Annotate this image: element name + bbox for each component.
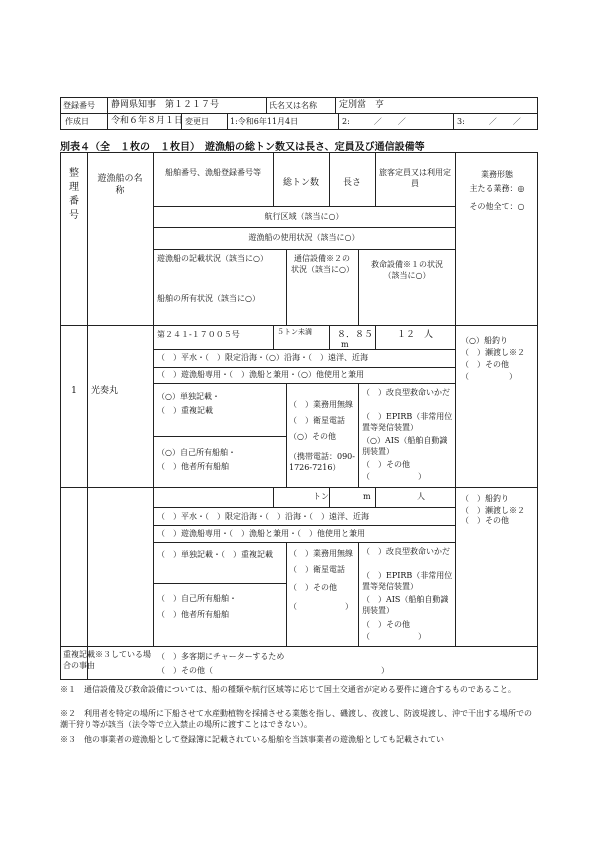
change-date-3: 3: ／ ／ xyxy=(457,117,521,126)
col-ownership: 船舶の所有状況（該当に○） xyxy=(157,294,260,303)
row2-business-1: （ ）船釣り xyxy=(461,494,509,503)
row2-rescue-5: （ ） xyxy=(362,632,426,641)
col-seiri: 整理番号 xyxy=(69,168,79,221)
row2-business-3: （ ）その他 xyxy=(461,516,509,525)
col-business-note1: 主たる業務：◎ xyxy=(469,184,525,193)
row1-boat-name: 光奏丸 xyxy=(91,386,119,396)
change-date-2: 2: ／ ／ xyxy=(342,117,406,126)
row2-rescue-4: （ ）その他 xyxy=(362,620,410,629)
name-label: 氏名又は名称 xyxy=(269,101,317,110)
row2-tonnage: トン xyxy=(313,492,329,501)
row2-rescue-3: （ ）AIS（船舶自動識別装置） xyxy=(362,595,449,615)
row2-owner-1: （ ）自己所有船舶・ xyxy=(157,594,237,603)
page-title: 別表４（全 １枚の １枚目） 遊漁船の総トン数又は長さ、定員及び通信設備等 xyxy=(60,142,425,153)
row1-rescue-5: （ ） xyxy=(362,472,426,481)
row2-comm-2: （ ）衛星電話 xyxy=(289,565,345,574)
row1-rescue-2: （ ）EPIRB（非常用位置等発信装置） xyxy=(362,412,453,432)
col-boat-name: 遊漁船の名称 xyxy=(97,174,143,196)
col-area: 航行区域（該当に○） xyxy=(264,212,344,221)
vessel-table xyxy=(60,152,538,680)
row2-capacity: 人 xyxy=(417,492,425,501)
row1-rescue-3: （○）AIS（船舶自動識別装置） xyxy=(362,436,448,456)
row1-usage: （ ）遊漁船専用・（ ）漁船と兼用・（○）他使用と兼用 xyxy=(157,370,364,379)
change-date-1: 1:令和6年11月4日 xyxy=(230,117,299,126)
duplicate-label: 重複記載※３している場合の事由 xyxy=(63,650,151,670)
row2-comm-3: （ ）その他 xyxy=(289,583,337,592)
row1-owner-1: （○）自己所有船舶・ xyxy=(157,448,236,457)
row2-record-1: （ ）単独記載・（ ）重複記載 xyxy=(157,550,273,559)
row1-comm-3: （○）その他 xyxy=(289,432,336,441)
col-usage: 遊漁船の使用状況（該当に○） xyxy=(248,233,360,242)
duplicate-opt2: （ ）その他（ ） xyxy=(157,666,389,675)
row1-business-3: （ ）その他 xyxy=(461,360,509,369)
row2-rescue-1: （ ）改良型救命いかだ xyxy=(362,547,450,556)
row1-owner-2: （ ）他者所有船舶 xyxy=(157,462,229,471)
duplicate-opt1: （ ）多客期にチャーターするため xyxy=(157,652,285,661)
col-business-note2: その他全て：○ xyxy=(469,202,525,211)
row2-comm-1: （ ）業務用無線 xyxy=(289,549,353,558)
col-rescue: 救命設備※１の状況（該当に○） xyxy=(371,260,443,280)
row2-rescue-2: （ ）EPIRB（非常用位置等発信装置） xyxy=(362,571,453,591)
row1-area: （ ）平水・（ ）限定沿海・（○）沿海・（ ）遠洋、近海 xyxy=(157,353,368,362)
row2-owner-2: （ ）他者所有船舶 xyxy=(157,610,229,619)
row2-usage: （ ）遊漁船専用・（ ）漁船と兼用・（ ）他使用と兼用 xyxy=(157,529,365,538)
header-table xyxy=(60,97,538,130)
row1-record-2: （ ）重複記載 xyxy=(157,406,213,415)
row1-business-2: （ ）瀬渡し※２ xyxy=(461,348,525,357)
row1-rescue-1: （ ）改良型救命いかだ xyxy=(362,388,450,397)
name-value: 定別當 亨 xyxy=(339,100,385,110)
col-record-status: 遊漁船の記載状況（該当に○） xyxy=(157,254,268,263)
col-comm: 通信設備※２の状況（該当に○） xyxy=(291,254,354,274)
col-reg-no: 船舶番号、漁船登録番号等 xyxy=(165,168,261,177)
row1-length: ８．８５ xyxy=(337,330,374,340)
note-1: ※１ 通信設備及び救命設備については、船の種類や航行区域等に応じて国土交通省が定める要件に適合するものであること。 xyxy=(60,685,516,694)
col-tonnage: 総トン数 xyxy=(282,178,319,188)
changed-label: 変更日 xyxy=(185,117,209,126)
row1-comm-1: （ ）業務用無線 xyxy=(289,400,353,409)
row1-record-1: （○）単独記載・ xyxy=(157,392,220,401)
reg-no-label: 登録番号 xyxy=(63,101,95,110)
row1-comm-2: （ ）衛星電話 xyxy=(289,416,345,425)
note-3: ※３ 他の事業者の遊漁船として登録簿に記載されている船舶を当該事業者の遊漁船としても記載されてい xyxy=(60,735,444,744)
reg-no-value: 静岡県知事 第１２１７号 xyxy=(111,100,220,110)
row1-capacity: １２ 人 xyxy=(397,330,434,340)
row2-area: （ ）平水・（ ）限定沿海・（ ）沿海・（ ）遠洋、近海 xyxy=(157,512,369,521)
row1-no: 1 xyxy=(71,386,77,396)
col-business: 業務形態 xyxy=(481,170,513,179)
row1-business-4: （ ） xyxy=(461,372,517,381)
row2-length-unit: m xyxy=(363,492,371,501)
created-value: 令和６年８月１日 xyxy=(111,116,184,126)
row1-rescue-4: （ ）その他 xyxy=(362,460,410,469)
note-2: ※２ 利用者を特定の場所に下船させて水産動植物を採捕させる業態を指し、磯渡し、夜渡し、防波堤渡し、沖で干出する場所での潮干狩り等が該当（法令等で立入禁止の場所に渡すことはできない）。 xyxy=(60,709,532,729)
created-label: 作成日 xyxy=(65,117,89,126)
col-length: 長さ xyxy=(342,178,361,188)
row1-tonnage: ５トン未満 xyxy=(277,328,312,336)
col-capacity: 旅客定員又は利用定員 xyxy=(379,168,451,188)
row2-business-2: （ ）瀬渡し※２ xyxy=(461,506,525,515)
row1-reg-no: 第２４１-１７００５号 xyxy=(157,330,240,339)
row2-comm-4: （ ） xyxy=(289,602,353,611)
row1-business-1: （○）船釣り xyxy=(461,336,508,345)
row1-length-unit: m xyxy=(341,340,349,349)
row1-comm-4: （携帯電話：090-1726-7216） xyxy=(289,452,355,472)
